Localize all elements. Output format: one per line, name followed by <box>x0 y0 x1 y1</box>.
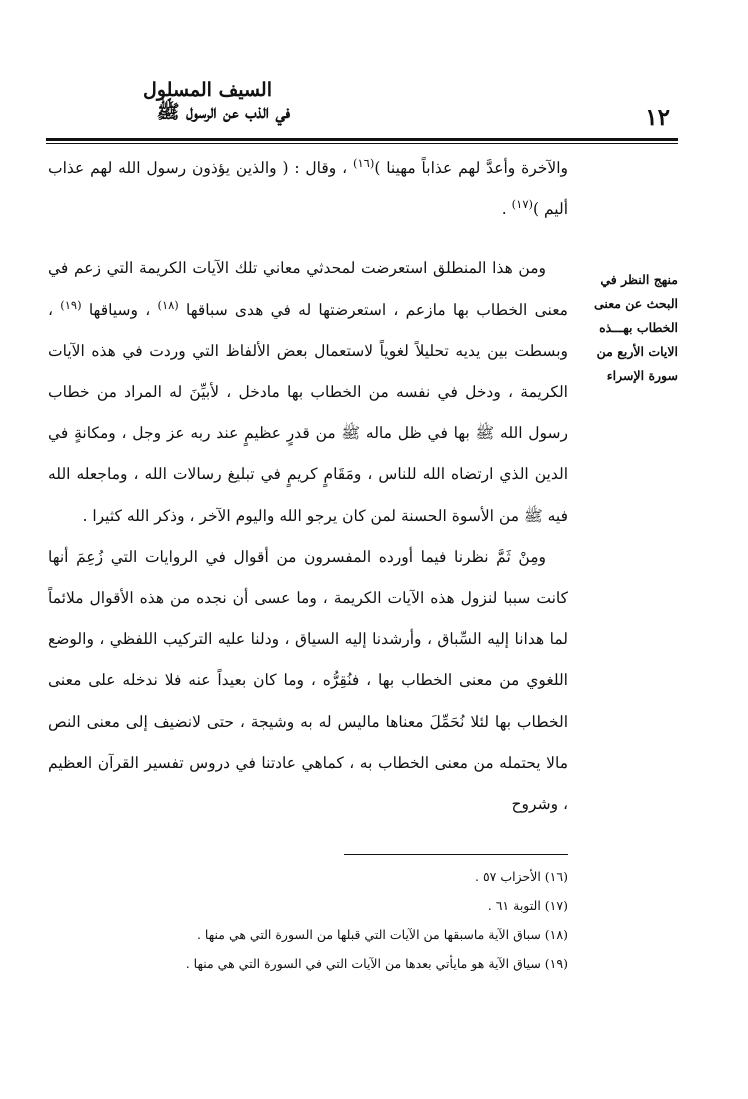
header-rule-thick <box>46 138 678 141</box>
margin-note-line: الخطاب بهـــذه <box>599 320 678 335</box>
footnote-16: (١٦) الأحزاب ٥٧ . <box>474 869 568 884</box>
book-title-line2: في الذب عن الرسول ﷺ <box>156 100 290 123</box>
footnote-ref-19: (١٩) <box>60 297 82 312</box>
book-title-line1: السيف المسلول <box>143 79 272 101</box>
footnote-ref-18: (١٨) <box>157 297 179 312</box>
running-header-title <box>50 80 290 124</box>
margin-note-line: سورة الإسراء <box>606 368 678 383</box>
margin-note-line: منهج النظر في <box>600 272 678 287</box>
paragraph-continuation: والآخرة وأعدَّ لهم عذاباً مهينا )$^{(١٦)}$ ، وقال : ( والذين يؤذون رسول الله لهم عذاب أليم )$^{(١٧)}$ . <box>48 155 569 219</box>
header-rule-thin <box>46 143 678 144</box>
paragraph-gap <box>48 230 568 248</box>
paragraph-method: ومن هذا المنطلق استعرضت لمحدثي معاني تلك الآيات الكريمة التي زعم في معنى الخطاب بها مازعم ، استعرضتها له في هدى سباقها $^{(١٨)}$ ، وسياقها $^{(١٩)}$ ، وبسطت بين يديه تحليلاً لغوياً لاستعمال بعض الألفاظ التي وردت في هذه الآيات الكريمة ، ودخل في نفسه من الخطاب بها مادخل ، لأبيِّنَ له المراد من خطاب رسول الله ﷺ بها في ظل ماله ﷺ من قدرٍ عظيمٍ عند ربه عز وجل ، ومكانةٍ في الدين الذي ارتضاه الله للناس ، ومَقَامٍ كريمٍ في تبليغ رسالات الله ، وماجعله الله فيه ﷺ من الأسوة الحسنة لمن كان يرجو الله واليوم الآخر ، وذكر الله كثيرا . <box>48 259 568 525</box>
footnote-separator <box>344 854 568 855</box>
footnote-ref-17: (١٧) <box>511 197 533 212</box>
footnote-ref-16: (١٦) <box>352 155 375 170</box>
page-number: ١٢ <box>645 104 670 131</box>
footnote-17: (١٧) التوبة ٦١ . <box>487 898 568 913</box>
main-text-body <box>48 148 568 825</box>
footnote-19: (١٩) سياق الآية هو مايأتي بعدها من الآيات التي في السورة التي هي منها . <box>185 956 568 971</box>
paragraph-narrations: ومِنْ ثَمَّ نظرنا فيما أورده المفسرون من أقوال في الروايات التي زُعِمَ أنها كانت سببا لنزول هذه الآيات الكريمة ، وما عسى أن نجده من هذه الأقوال ملائماً لما هدانا إليه السِّباق ، وأرشدنا إليه السياق ، ودلنا عليه التركيب اللفظي ، والوضع اللغوي من معنى الخطاب بها ، فنُقِرُّه ، وما كان بعيداً عنه فلا ندخله على معنى الخطاب بها لئلا نُحَمِّلَ معناها ماليس له به وشيجة ، حتى لانضيف إلى معنى النص مالا يحتمله من معنى الخطاب به ، كماهي عادتنا في دروس تفسير القرآن العظيم ، وشروح <box>48 547 568 814</box>
footnote-18: (١٨) سباق الآية ماسبقها من الآيات التي قبلها من السورة التي هي منها . <box>196 927 568 942</box>
margin-note-line: البحث عن معنى <box>594 296 678 311</box>
margin-note-line: الايات الأربع من <box>596 344 678 359</box>
margin-note <box>578 268 678 388</box>
footnotes <box>100 862 568 978</box>
